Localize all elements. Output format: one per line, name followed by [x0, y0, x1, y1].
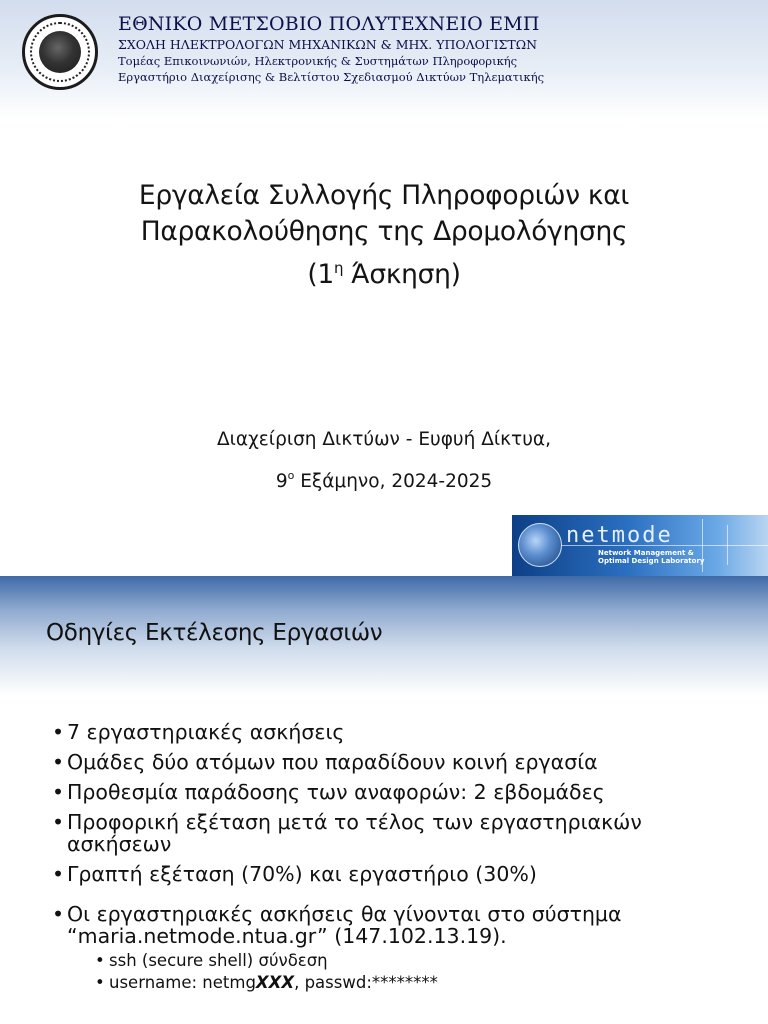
netmode-banner: [512, 515, 768, 576]
semester-pre: 9: [275, 471, 288, 492]
bullet-item: • 7 εργαστηριακές ασκήσεις: [52, 721, 752, 743]
bullet-item: • Προθεσμία παράδοσης των αναφορών: 2 εβδομάδες: [52, 781, 752, 803]
semester-line: [0, 458, 768, 500]
slide-title: [0, 178, 768, 293]
netmode-logo-icon: [518, 523, 562, 567]
netmode-sub-2: Optimal Design Laboratory: [598, 557, 705, 565]
seal-figure: [39, 31, 81, 73]
semester-post: Εξάμηνο, 2024-2025: [294, 471, 493, 492]
password-text: , passwd:********: [294, 973, 438, 992]
title-line-2: Παρακολούθησης της Δρομολόγησης: [140, 216, 628, 247]
netmode-wordmark: netmode: [566, 523, 673, 548]
username-pre: username: netmg: [109, 973, 256, 992]
instructions-slide: [0, 576, 768, 1024]
netmode-sub-1: Network Management &: [598, 549, 694, 557]
username-placeholder: XXX: [255, 973, 295, 992]
university-seal-logo: [22, 14, 98, 90]
bullet-list: [52, 721, 752, 994]
title-line-1: Εργαλεία Συλλογής Πληροφοριών και: [138, 180, 630, 211]
university-name: ΕΘΝΙΚΟ ΜΕΤΣΟΒΙΟ ΠΟΛΥΤΕΧΝΕΙΟ ΕΜΠ: [118, 13, 540, 35]
title-line-3: [0, 250, 768, 293]
bullet-item: • Ομάδες δύο ατόμων που παραδίδουν κοινή εργασία: [52, 751, 752, 773]
institution-header: [118, 12, 544, 85]
semester-sup: ο: [287, 469, 295, 482]
title-line-3-pre: (1: [307, 259, 334, 290]
course-name: Διαχείριση Δικτύων - Ευφυή Δίκτυα,: [217, 429, 551, 450]
bullet-item: • Οι εργαστηριακές ασκήσεις θα γίνονται στο σύστημα “maria.netmode.ntua.gr” (147.102.13.19).: [52, 903, 752, 947]
bullet-item: • Γραπτή εξέταση (70%) και εργαστήριο (30%): [52, 863, 752, 885]
school-name: ΣΧΟΛΗ ΗΛΕΚΤΡΟΛΟΓΩΝ ΜΗΧΑΝΙΚΩΝ & ΜΗΧ. ΥΠΟΛΟΓΙΣΤΩΝ: [118, 37, 538, 52]
division-name: Τομέας Επικοινωνιών, Ηλεκτρονικής & Συστημάτων Πληροφορικής: [118, 54, 518, 68]
netmode-lab-text: [598, 549, 704, 565]
sub-bullet-item: • ssh (secure shell) σύνδεση: [95, 950, 752, 972]
title-line-3-post: Άσκηση): [343, 259, 461, 290]
bullet-item: • Προφορική εξέταση μετά το τέλος των εργαστηριακών ασκήσεων: [52, 811, 752, 855]
slide-heading: Οδηγίες Εκτέλεσης Εργασιών: [46, 620, 383, 646]
lab-name: Εργαστήριο Διαχείρισης & Βελτίστου Σχεδιασμού Δικτύων Τηλεματικής: [118, 70, 545, 84]
banner-line: [727, 525, 728, 565]
title-line-3-sup: η: [333, 259, 344, 277]
sub-bullet-item: [95, 972, 752, 994]
course-subtitle: [0, 422, 768, 500]
